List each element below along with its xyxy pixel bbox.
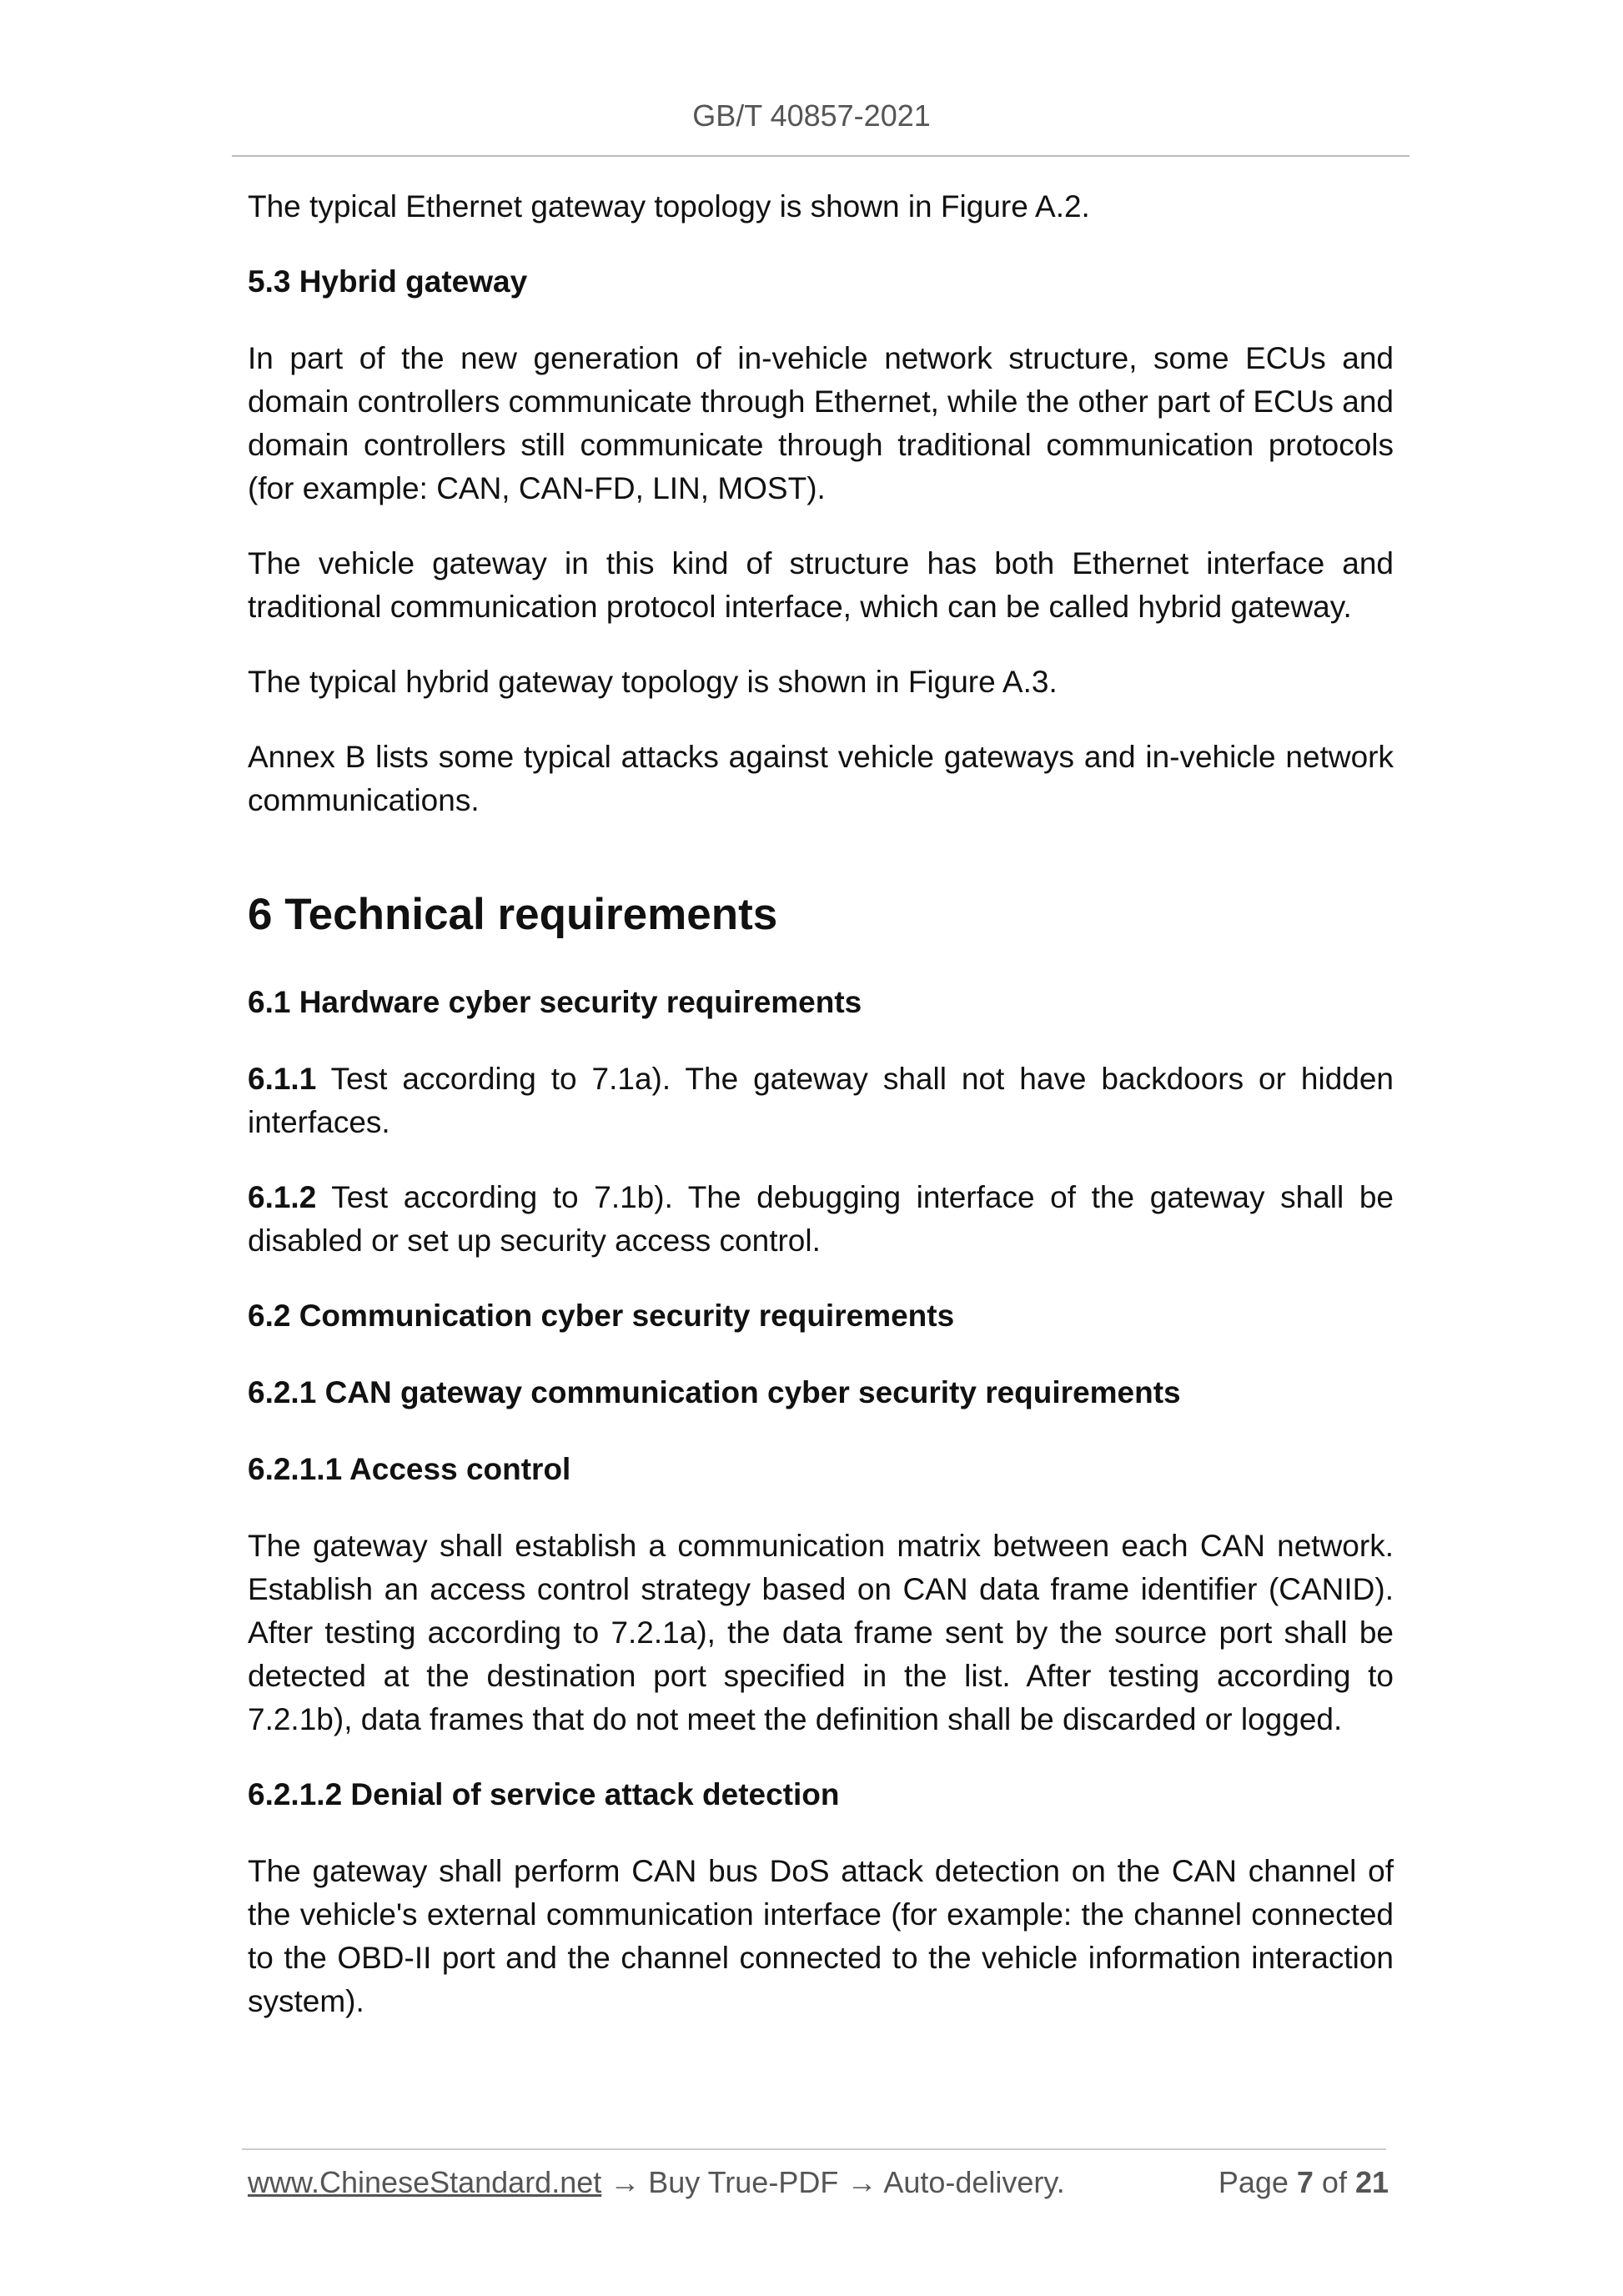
paragraph-5-3-structure: In part of the new generation of in-vehicle network structure, some ECUs and domain controllers communicate through Ethernet, while the other part of ECUs and domain controllers still communicate through traditional communication protocols (for example: CAN, CAN-FD, LIN, MOST).	[248, 341, 1394, 505]
paragraph-dos-detection: The gateway shall perform CAN bus DoS attack detection on the CAN channel of the vehicle's external communication interface (for example: the channel connected to the OBD-II port and the channel connected to the vehicle information interaction system).	[248, 1854, 1394, 2018]
paragraph-5-3-hybrid-topology: The typical hybrid gateway topology is shown in Figure A.3.	[248, 665, 1058, 699]
heading-5-3: 5.3 Hybrid gateway	[248, 264, 528, 299]
clause-text: Test according to 7.1b). The debugging interface of the gateway shall be disabled or set up security access control.	[248, 1180, 1394, 1258]
current-page-number: 7	[1296, 2165, 1314, 2199]
website-link[interactable]: www.ChineseStandard.net	[248, 2165, 602, 2199]
document-body	[248, 185, 1394, 2055]
page-footer	[248, 2165, 1389, 2215]
clause-number: 6.1.2	[248, 1180, 317, 1214]
footer-divider	[242, 2148, 1386, 2150]
paragraph-5-3-annex-b: Annex B lists some typical attacks against vehicle gateways and in-vehicle network communications.	[248, 740, 1394, 817]
document-id-header: GB/T 40857-2021	[692, 98, 931, 133]
heading-6-2-1-1: 6.2.1.1 Access control	[248, 1452, 571, 1486]
page-indicator	[1219, 2165, 1389, 2200]
paragraph-ethernet-topology: The typical Ethernet gateway topology is shown in Figure A.2.	[248, 189, 1090, 224]
clause-6-1-1	[248, 1058, 1394, 1144]
heading-6-technical-requirements: 6 Technical requirements	[248, 890, 778, 939]
footer-promo-text: → Buy True-PDF → Auto-delivery.	[601, 2165, 1065, 2199]
heading-6-1: 6.1 Hardware cyber security requirements	[248, 985, 862, 1019]
clause-text: Test according to 7.1a). The gateway shall not have backdoors or hidden interfaces.	[248, 1062, 1394, 1139]
heading-6-2-1: 6.2.1 CAN gateway communication cyber security requirements	[248, 1375, 1181, 1409]
clause-number: 6.1.1	[248, 1062, 317, 1096]
footer-promo	[248, 2165, 1065, 2200]
heading-6-2-1-2: 6.2.1.2 Denial of service attack detection	[248, 1777, 840, 1811]
total-page-number: 21	[1354, 2165, 1389, 2199]
header-divider	[232, 155, 1409, 157]
clause-6-1-2	[248, 1176, 1394, 1263]
page-label: Page	[1218, 2165, 1297, 2199]
paragraph-access-control: The gateway shall establish a communication matrix between each CAN network. Establish an access control strategy based on CAN data frame identifier (CANID). After testing according to 7.2.1a), the data frame sent by the source port shall be detected at the destination port specified in the list. After testing according to 7.2.1b), data frames that do not meet the definition shall be discarded or logged.	[248, 1529, 1394, 1736]
heading-6-2: 6.2 Communication cyber security requirements	[248, 1299, 955, 1333]
paragraph-5-3-hybrid-definition: The vehicle gateway in this kind of structure has both Ethernet interface and traditional communication protocol interface, which can be called hybrid gateway.	[248, 546, 1394, 624]
of-label: of	[1313, 2165, 1355, 2199]
